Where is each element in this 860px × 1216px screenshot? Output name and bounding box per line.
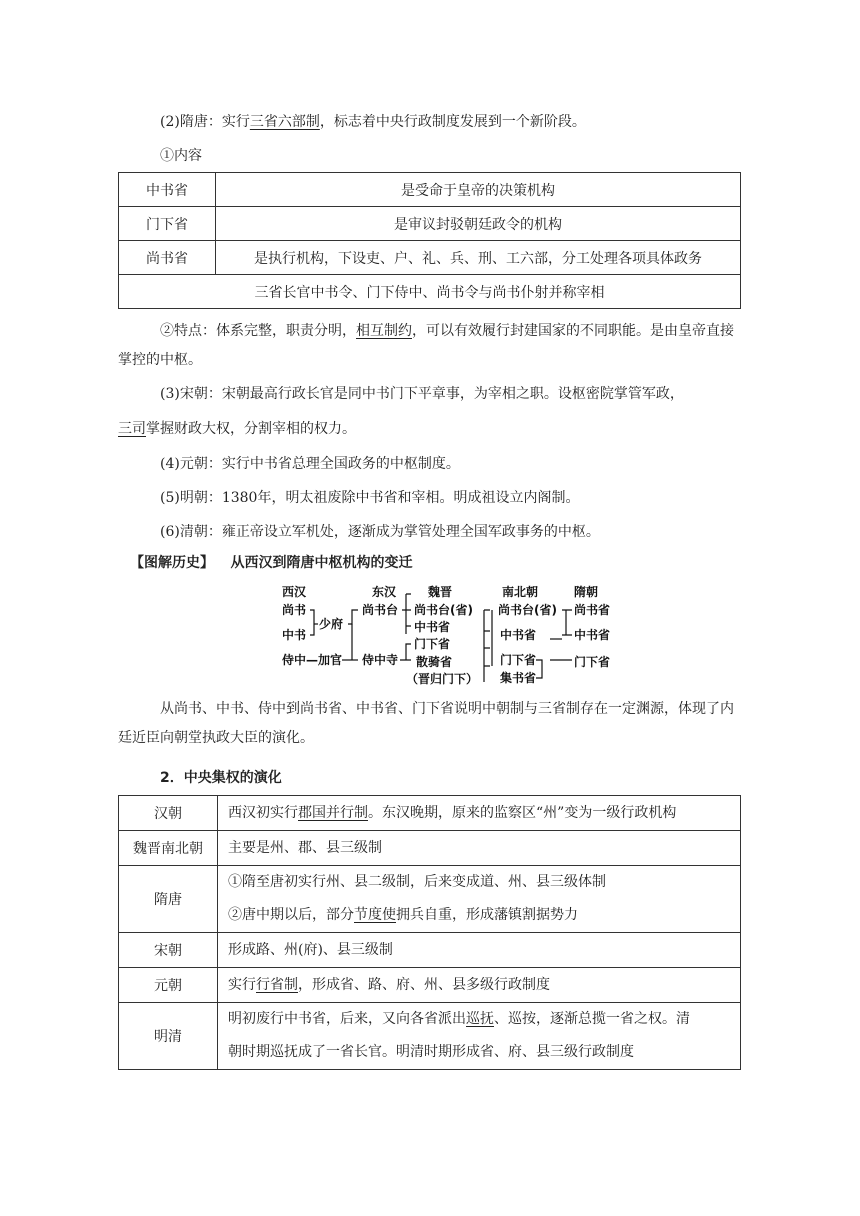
table-footer: 三省长官中书令、门下侍中、尚书令与尚书仆射并称宰相 (119, 275, 741, 309)
song-paragraph (118, 380, 740, 444)
text: 拥兵自重，形成藩镇割据势力 (396, 907, 578, 923)
header-sui: 隋朝 (574, 585, 599, 599)
dynasty-desc: 形成路、州(府)、县三级制 (218, 933, 741, 968)
dynasty-name: 宋朝 (119, 933, 218, 968)
text: 。东汉晚期，原来的监察区“州”变为一级行政机构 (368, 804, 677, 821)
header-nanbei: 南北朝 (502, 585, 539, 599)
table-row (119, 831, 741, 866)
text: (2)隋唐：实行 (160, 114, 250, 130)
table-row (119, 1003, 741, 1070)
node: 中书 (282, 628, 307, 642)
node: 尚书台 (362, 603, 399, 617)
key-term: 三省六部制 (249, 114, 320, 130)
bracket-line (310, 610, 314, 635)
section-title: 2．中央集权的演化 (160, 770, 282, 786)
ming-paragraph: (5)明朝：1380年，明太祖废除中书省和宰相。明成祖设立内阁制。 (160, 490, 580, 506)
text: 实行 (228, 976, 256, 993)
dynasty-name: 隋唐 (119, 866, 218, 933)
table-row (119, 207, 741, 241)
dept-name: 中书省 (119, 173, 216, 207)
header-donghan: 东汉 (372, 585, 397, 599)
text: (3)宋朝：宋朝最高行政长官是同中书门下平章事，为宰相之职。设枢密院掌管军政， (160, 386, 684, 402)
table-row (119, 866, 741, 933)
node: 散骑省 (416, 655, 453, 669)
key-term: 郡国并行制 (298, 804, 368, 821)
node: 尚书省 (574, 603, 611, 617)
text: ，形成省、路、府、州、县多级行政制度 (298, 976, 550, 993)
dept-desc: 是执行机构，下设吏、户、礼、兵、刑、工六部，分工处理各项具体政务 (216, 241, 741, 275)
dynasty-desc (218, 866, 741, 933)
table-row (119, 933, 741, 968)
node: 侍中寺 (362, 653, 399, 667)
node: 集书省 (500, 671, 537, 685)
content-heading: ①内容 (160, 148, 202, 164)
dynasty-desc (218, 968, 741, 1003)
node: 尚书台(省) (414, 603, 473, 617)
node: 尚书 (282, 603, 307, 617)
key-term: 三司 (118, 421, 146, 437)
dept-desc: 是审议封驳朝廷政令的机构 (216, 207, 741, 241)
text: ①隋至唐初实行州、县二级制，后来变成道、州、县三级体制 (228, 874, 606, 890)
text: 、巡按，逐渐总揽一省之权。清 (494, 1011, 690, 1027)
node: 中书省 (574, 628, 611, 642)
node: 少府 (319, 617, 344, 631)
text: ，标志着中央行政制度发展到一个新阶段。 (319, 114, 586, 130)
dynasty-name: 元朝 (119, 968, 218, 1003)
text: 掌握财政大权，分割宰相的权力。 (146, 421, 356, 437)
table-row (119, 796, 741, 831)
connector-line (400, 644, 411, 660)
dynasty-desc (218, 796, 741, 831)
three-departments-table (118, 172, 741, 309)
connector-line (484, 610, 490, 682)
node: 中书省 (500, 628, 537, 642)
node: 中书省 (414, 620, 451, 634)
qing-paragraph: (6)清朝：雍正帝设立军机处，逐渐成为掌管处理全国军政事务的中枢。 (160, 524, 600, 540)
diagram-title: 从西汉到隋唐中枢机构的变迁 (230, 555, 413, 571)
connector-line (402, 594, 411, 634)
dynasty-name: 汉朝 (119, 796, 218, 831)
dept-desc: 是受命于皇帝的决策机构 (216, 173, 741, 207)
header-weijin: 魏晋 (428, 585, 453, 599)
table-row (119, 241, 741, 275)
key-term: 巡抚 (466, 1011, 494, 1027)
dynasty-name: 魏晋南北朝 (119, 831, 218, 866)
bracket-line (536, 660, 542, 678)
table-row (119, 275, 741, 309)
yuan-paragraph: (4)元朝：实行中书省总理全国政务的中枢制度。 (160, 456, 460, 472)
key-term: 相互制约 (356, 323, 412, 339)
node: 侍中—加官 (282, 653, 343, 667)
explain-paragraph: 从尚书、中书、侍中到尚书省、中书省、门下省说明中朝制与三省制存在一定渊源，体现了内廷近臣向朝堂执政大臣的演化。 (118, 701, 734, 746)
dynasty-desc (218, 1003, 741, 1070)
node: 门下省 (500, 653, 537, 667)
text: ②唐中期以后，部分 (228, 907, 354, 923)
connector-line (348, 610, 358, 624)
node: 尚书台(省) (498, 603, 557, 617)
connector-line (550, 610, 572, 660)
sui-tang-paragraph (118, 108, 740, 137)
dynasty-desc: 主要是州、郡、县三级制 (218, 831, 741, 866)
text: 明初废行中书省，后来，又向各省派出 (228, 1011, 466, 1027)
evolution-diagram (280, 584, 620, 690)
table-row (119, 968, 741, 1003)
node: 门下省 (574, 655, 611, 669)
text: ②特点：体系完整，职责分明， (160, 323, 356, 339)
header-xihan: 西汉 (282, 585, 307, 599)
key-term: 行省制 (256, 976, 298, 993)
diagram-tag: 【图解历史】 (130, 555, 214, 571)
dept-name: 尚书省 (119, 241, 216, 275)
dept-name: 门下省 (119, 207, 216, 241)
centralization-table (118, 795, 741, 1070)
features-paragraph (118, 317, 740, 375)
dynasty-name: 明清 (119, 1003, 218, 1070)
text: 朝时期巡抚成了一省长官。明清时期形成省、府、县三级行政制度 (228, 1044, 634, 1060)
diagram-heading (130, 549, 752, 578)
section2-title (118, 764, 740, 793)
node: 门下省 (414, 637, 451, 651)
key-term: 节度使 (354, 907, 396, 923)
text: ，可以有效履行封建国家的不同职能。是由皇帝直接掌控的中枢。 (118, 323, 734, 368)
node: （晋归门下） (406, 672, 479, 686)
table-row (119, 173, 741, 207)
text: 西汉初实行 (228, 804, 298, 821)
